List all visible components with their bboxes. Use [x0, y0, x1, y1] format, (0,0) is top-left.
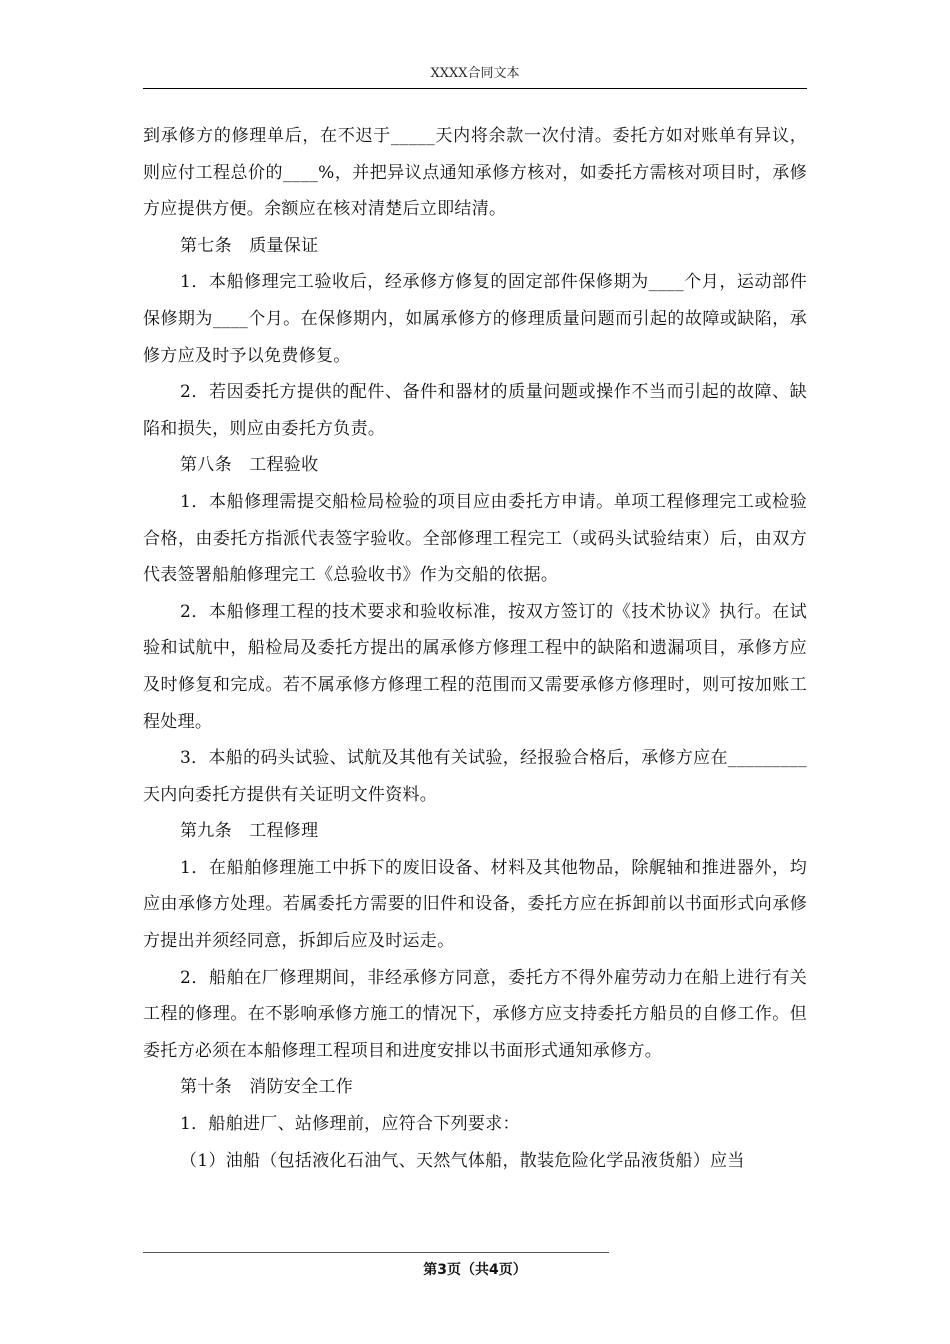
paragraph: （1）油船（包括液化石油气、天然气体船，散装危险化学品液货船）应当 — [180, 1150, 745, 1171]
paragraph: 到承修方的修理单后，在不迟于_____天内将余款一次付清。委托方如对账单有异议，则应付工程总价的____%，并把异议点通知承修方核对，如委托方需核对项目时，承修方应提供方便。余额应在核对清楚后立即结清。 — [143, 126, 807, 220]
paragraph: 1．在船舶修理施工中拆下的废旧设备、材料及其他物品，除艉轴和推进器外，均应由承修方处理。若属委托方需要的旧件和设备，委托方应在拆卸前以书面形式向承修方提出并须经同意，拆卸后应及时运走。 — [143, 857, 807, 952]
section-heading-article-10: 第十条 消防安全工作 — [180, 1077, 353, 1098]
document-body — [143, 118, 807, 1179]
paragraph: 1．本船修理需提交船检局检验的项目应由委托方申请。单项工程修理完工或检验合格，由委托方指派代表签字验收。全部修理工程完工（或码头试验结束）后，由双方代表签署船舶修理完工《总验收书》作为交船的依据。 — [143, 491, 807, 586]
paragraph: 2．本船修理工程的技术要求和验收标准，按双方签订的《技术协议》执行。在试验和试航中，船检局及委托方提出的属承修方修理工程中的缺陷和遗漏项目，承修方应及时修复和完成。若不属承修方修理工程的范围而又需要承修方修理时，则可按加账工程处理。 — [143, 601, 807, 732]
section-heading-article-9: 第九条 工程修理 — [180, 821, 319, 842]
page-header — [143, 64, 807, 89]
page-number: 第3页（共4页） — [423, 1262, 527, 1278]
paragraph: 1．本船修理完工验收后，经承修方修复的固定部件保修期为____个月，运动部件保修期为____个月。在保修期内，如属承修方的修理质量问题而引起的故障或缺陷，承修方应及时予以免费修复。 — [143, 272, 807, 366]
section-heading-article-7: 第七条 质量保证 — [180, 235, 319, 256]
page-footer — [143, 1260, 807, 1280]
paragraph: 2．若因委托方提供的配件、备件和器材的质量问题或操作不当而引起的故障、缺陷和损失，则应由委托方负责。 — [143, 382, 807, 439]
paragraph: 3．本船的码头试验、试航及其他有关试验，经报验合格后，承修方应在_________天内向委托方提供有关证明文件资料。 — [143, 748, 807, 805]
section-heading-article-8: 第八条 工程验收 — [180, 455, 319, 476]
paragraph: 1．船舶进厂、站修理前，应符合下列要求： — [180, 1114, 520, 1135]
paragraph: 2．船舶在厂修理期间，非经承修方同意，委托方不得外雇劳动力在船上进行有关工程的修理。在不影响承修方施工的情况下，承修方应支持委托方船员的自修工作。但委托方必须在本船修理工程项目和进度安排以书面形式通知承修方。 — [143, 967, 807, 1061]
footer-divider — [143, 1252, 609, 1253]
header-title: XXXX合同文本 — [430, 66, 520, 81]
